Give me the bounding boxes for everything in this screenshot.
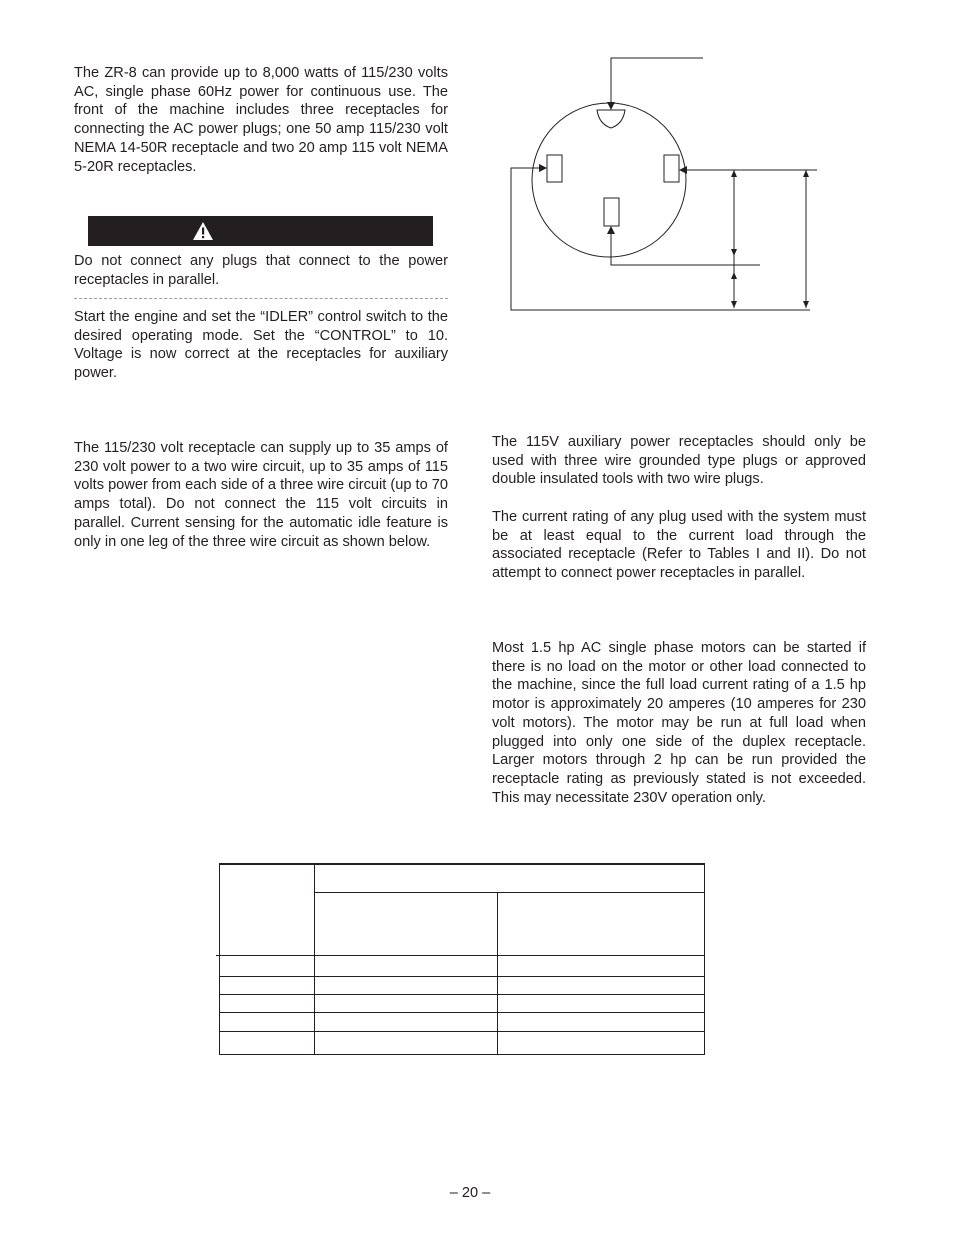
- right-slot: [664, 155, 679, 182]
- receptacle-230-paragraph: The 115/230 volt receptacle can supply up to 35 amps of 230 volt power to a two wire circuit, up to 35 amps of 115 volts power from each side of a three wire circuit (up to 70 amps total). Do not connect the 115 volt circuits in parallel. Current sensing for the automatic idle feature is only in one leg of the three wire circuit as shown below.: [74, 440, 448, 550]
- motors-paragraph: Most 1.5 hp AC single phase motors can be started if there is no load on the motor or other load connected to the machine, since the full load current rating of a 1.5 hp motor is approximately 20 amperes (10 amperes for 230 volt motors). The motor may be run at full load when plugged into only one side of the duplex receptacle. Larger motors through 2 hp can be run provided the receptacle rating as previously stated is not exceeded. This may necessitate 230V operation only.: [492, 640, 866, 806]
- warning-banner: [88, 216, 433, 246]
- neutral-slot: [604, 198, 619, 226]
- ground-slot: [597, 110, 625, 128]
- page-number: – 20 –: [449, 1185, 491, 1201]
- start-engine-paragraph: Start the engine and set the “IDLER” control switch to the desired operating mode. Set the “CONTROL” to 10. Voltage is now correct at the receptacles for auxiliary power.: [74, 309, 448, 382]
- left-wire: [511, 168, 810, 310]
- table-row-line: [220, 976, 704, 977]
- table-column-line: [314, 865, 315, 1055]
- motor-table: [219, 863, 705, 1055]
- receptacle-wiring-diagram: [505, 50, 825, 320]
- warning-paragraph: Do not connect any plugs that connect to the power receptacles in parallel.: [74, 253, 448, 288]
- table-header-line: [314, 892, 704, 893]
- left-slot: [547, 155, 562, 182]
- table-row-line: [220, 1012, 704, 1013]
- current-rating-paragraph: The current rating of any plug used with the system must be at least equal to the current load through the associated receptacle (Refer to Tables I and II). Do not attempt to connect power receptacles in parallel.: [492, 509, 866, 582]
- table-row-line: [220, 994, 704, 995]
- table-row-line: [220, 1031, 704, 1032]
- ground-wire: [611, 58, 703, 104]
- warning-triangle-icon: [192, 221, 214, 241]
- table-header-line: [216, 955, 704, 956]
- intro-paragraph: The ZR-8 can provide up to 8,000 watts of 115/230 volts AC, single phase 60Hz power for continuous use. The front of the machine includes three receptacles for connecting the AC power plugs; one 50 amp 115/230 volt NEMA 14-50R receptacle and two 20 amp 115 volt NEMA 5-20R receptacles.: [74, 65, 448, 175]
- receptacle-115-paragraph: The 115V auxiliary power receptacles should only be used with three wire grounded type plugs or approved double insulated tools with two wire plugs.: [492, 434, 866, 488]
- neutral-wire: [611, 232, 760, 265]
- divider: [74, 298, 448, 299]
